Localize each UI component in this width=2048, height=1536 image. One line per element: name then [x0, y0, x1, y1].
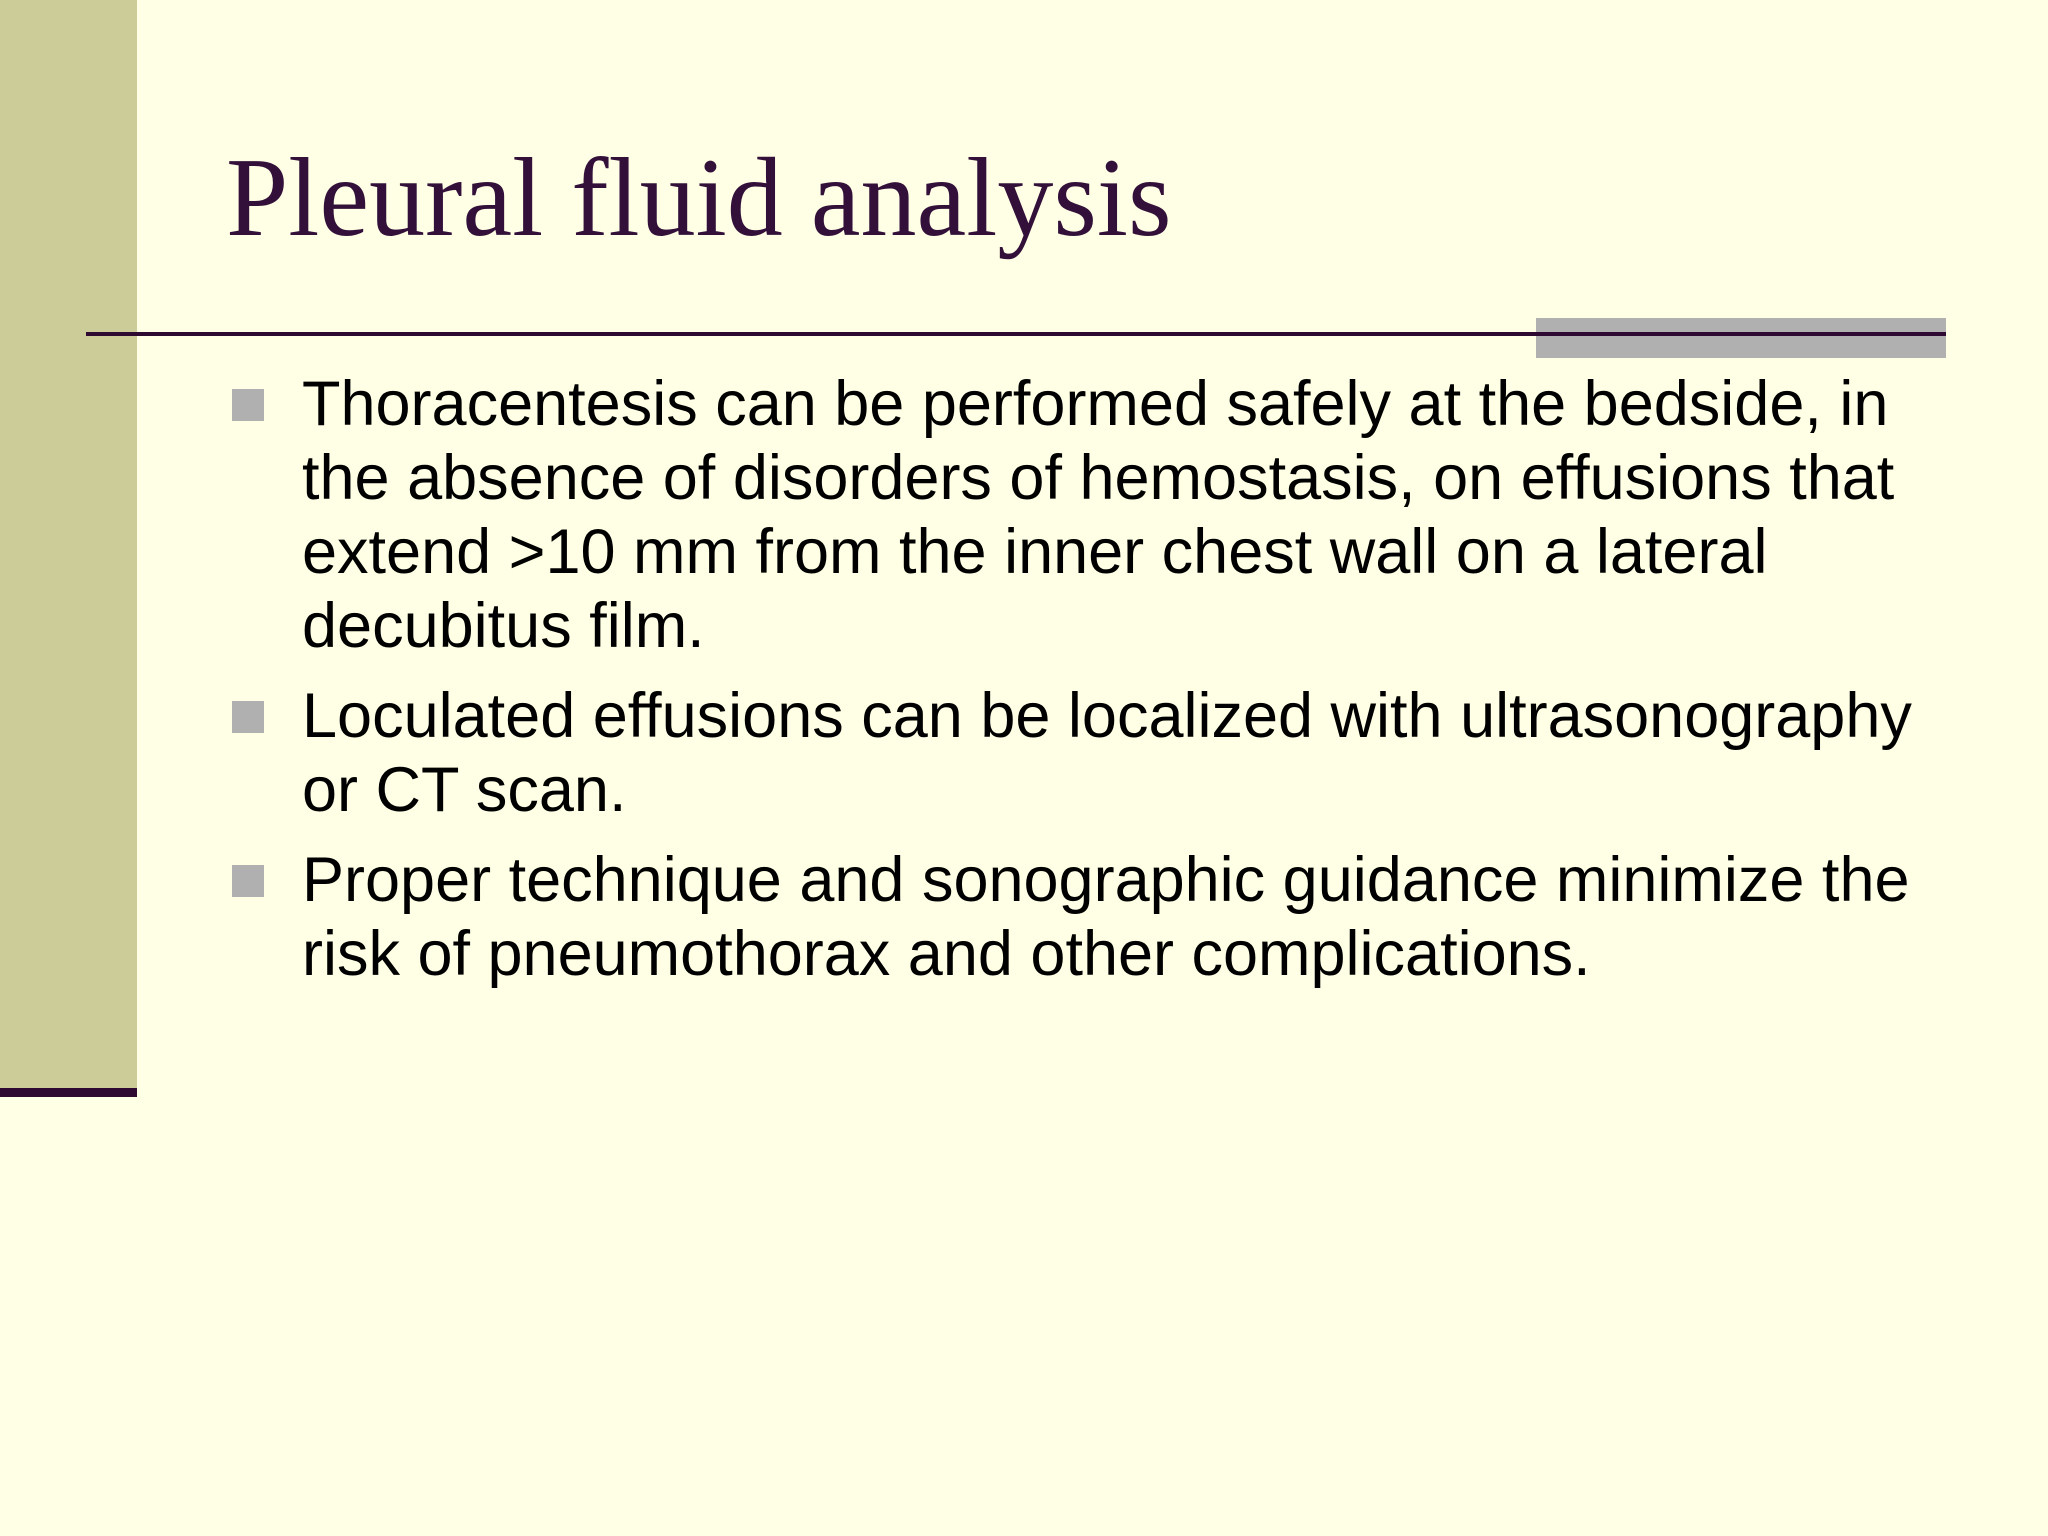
slide-title: Pleural fluid analysis — [226, 136, 1172, 260]
square-bullet-icon — [232, 389, 264, 421]
title-underline-rule — [86, 332, 1946, 336]
bullet-text: Loculated effusions can be localized with ultrasonography or CT scan. — [302, 681, 1912, 825]
bullet-text: Proper technique and sonographic guidance minimize the risk of pneumothorax and other complications. — [302, 845, 1910, 989]
left-band-bottom-rule — [0, 1088, 137, 1097]
square-bullet-icon — [232, 865, 264, 897]
bullet-item — [230, 679, 1980, 827]
bullet-list — [230, 367, 1980, 1007]
bullet-item — [230, 843, 1980, 991]
left-decorative-band — [0, 0, 137, 1090]
bullet-text: Thoracentesis can be performed safely at the bedside, in the absence of disorders of hemostasis, on effusions that extend >10 mm from the inner chest wall on a lateral decubitus film. — [302, 369, 1895, 661]
bullet-item — [230, 367, 1980, 663]
square-bullet-icon — [232, 701, 264, 733]
title-rule-accent — [1536, 318, 1946, 358]
